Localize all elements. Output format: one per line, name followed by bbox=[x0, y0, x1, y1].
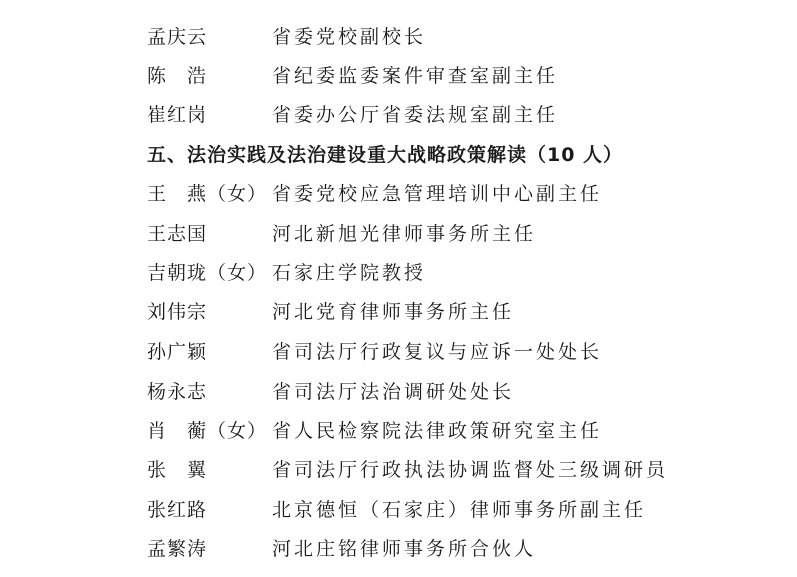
list-item bbox=[0, 18, 797, 57]
person-name: 崔红岗 bbox=[147, 104, 208, 126]
person-name: 张红路 bbox=[147, 499, 208, 521]
person-name: 王志国 bbox=[147, 223, 208, 245]
list-item bbox=[0, 333, 797, 372]
list-item bbox=[0, 412, 797, 451]
person-title: 省司法厅行政执法协调监督处三级调研员 bbox=[272, 459, 669, 481]
person-name: 陈 浩 bbox=[147, 65, 208, 87]
person-title: 省司法厅行政复议与应诉一处处长 bbox=[272, 341, 603, 363]
list-item bbox=[0, 215, 797, 254]
person-name: 孟繁涛 bbox=[147, 538, 208, 560]
person-name: 吉朝珑（女） bbox=[147, 262, 268, 284]
person-name: 杨永志 bbox=[147, 381, 208, 403]
person-title: 石家庄学院教授 bbox=[272, 262, 427, 284]
person-title: 省司法厅法治调研处处长 bbox=[272, 381, 515, 403]
person-name: 孙广颖 bbox=[147, 341, 208, 363]
list-item bbox=[0, 491, 797, 530]
list-item bbox=[0, 254, 797, 293]
list-item bbox=[0, 530, 797, 569]
list-item bbox=[0, 451, 797, 490]
list-item bbox=[0, 96, 797, 135]
person-title: 河北党育律师事务所主任 bbox=[272, 301, 515, 323]
person-title: 省委党校副校长 bbox=[272, 26, 427, 48]
section-heading-row bbox=[0, 136, 797, 175]
person-title: 北京德恒（石家庄）律师事务所副主任 bbox=[272, 499, 647, 521]
person-title: 省委办公厅省委法规室副主任 bbox=[272, 104, 559, 126]
list-item bbox=[0, 57, 797, 96]
list-item bbox=[0, 293, 797, 332]
person-name: 肖 蘅（女） bbox=[147, 420, 268, 442]
person-title: 省委党校应急管理培训中心副主任 bbox=[272, 183, 603, 205]
list-item bbox=[0, 175, 797, 214]
list-item bbox=[0, 373, 797, 412]
person-name: 张 翼 bbox=[147, 459, 208, 481]
person-name: 王 燕（女） bbox=[147, 183, 268, 205]
person-title: 省纪委监委案件审查室副主任 bbox=[272, 65, 559, 87]
section-heading: 五、法治实践及法治建设重大战略政策解读（10 人） bbox=[147, 144, 624, 166]
person-title: 河北新旭光律师事务所主任 bbox=[272, 223, 537, 245]
person-name: 刘伟宗 bbox=[147, 301, 208, 323]
person-title: 省人民检察院法律政策研究室主任 bbox=[272, 420, 603, 442]
person-name: 孟庆云 bbox=[147, 26, 208, 48]
person-title: 河北庄铭律师事务所合伙人 bbox=[272, 538, 537, 560]
